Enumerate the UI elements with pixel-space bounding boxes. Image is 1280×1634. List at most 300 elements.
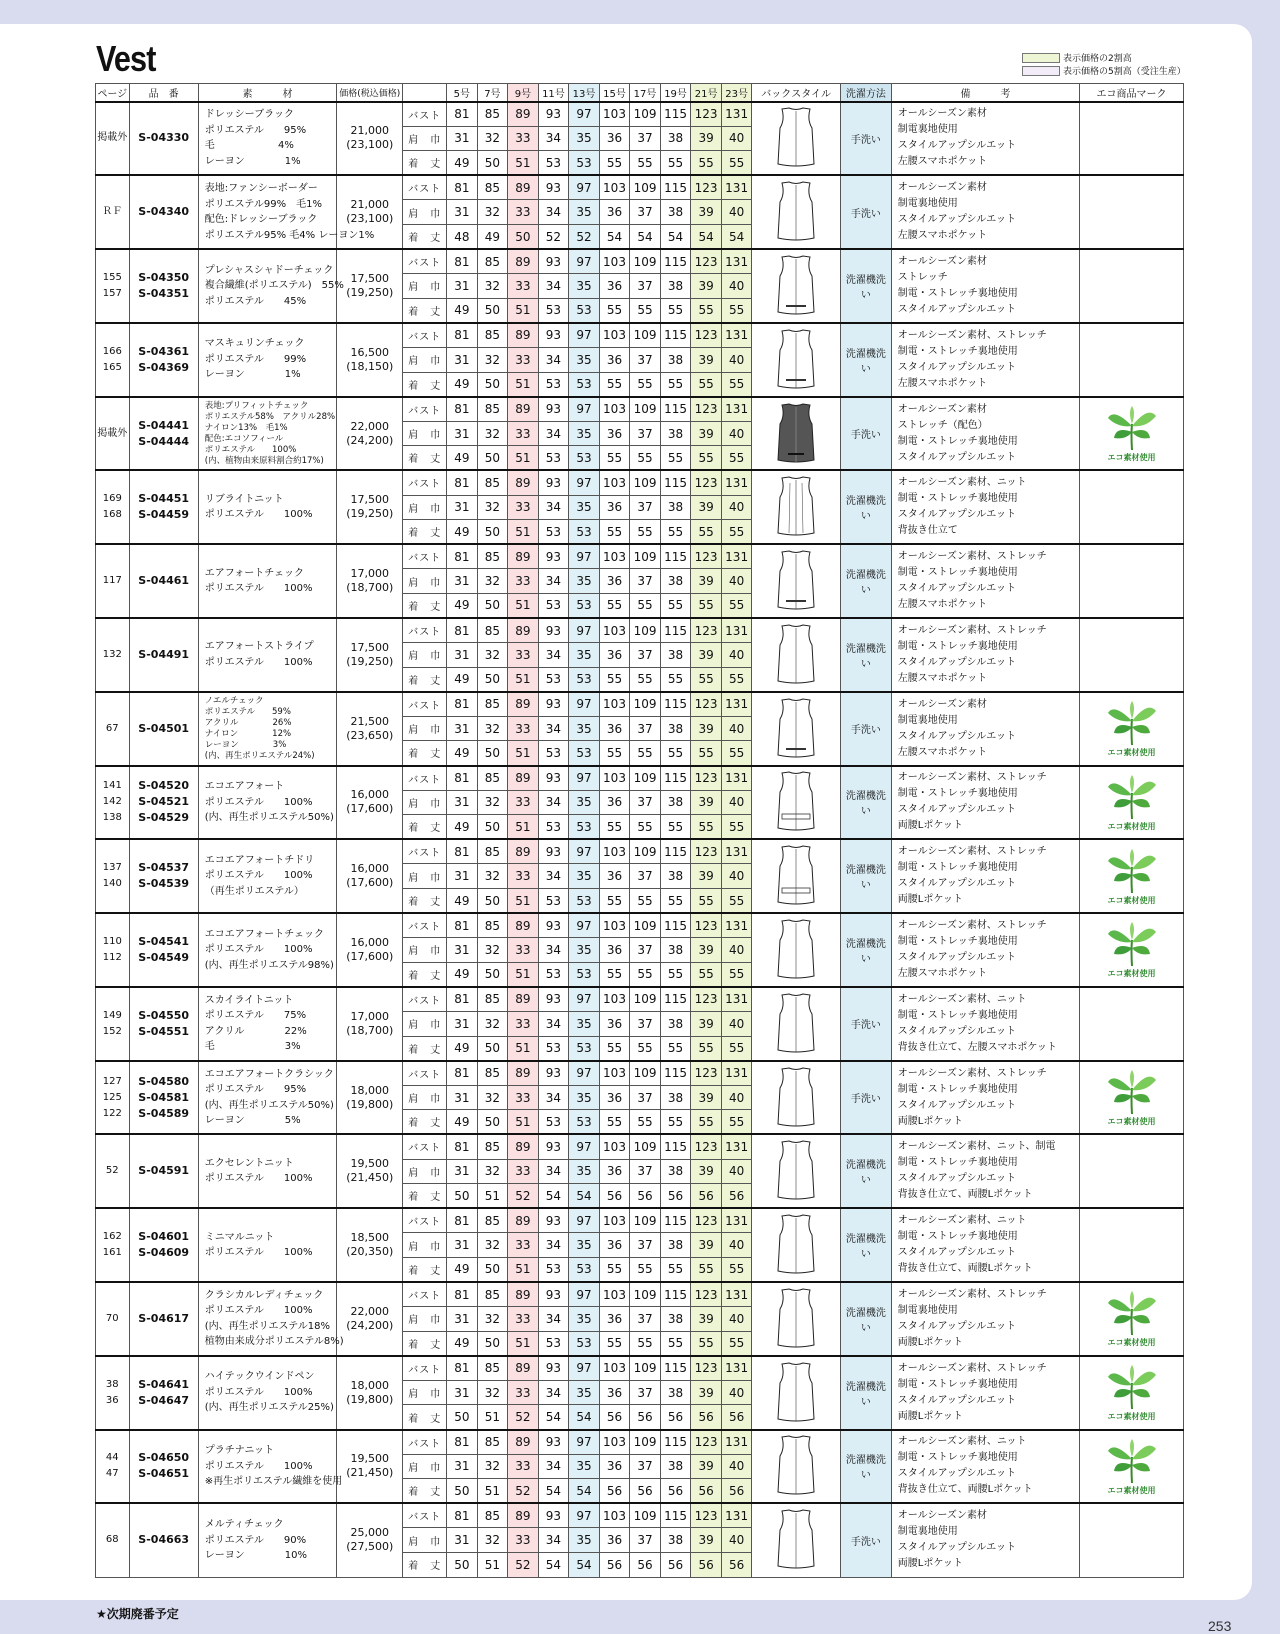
eco-leaf-icon	[1104, 773, 1160, 823]
size-value: 37	[630, 1307, 661, 1332]
size-value: 55	[630, 889, 661, 914]
size-value: 51	[508, 962, 539, 987]
material-line: ミニマルニット	[204, 1231, 275, 1243]
size-value: 33	[508, 274, 539, 299]
material	[198, 102, 336, 176]
measure-label: 着 丈	[403, 1184, 447, 1209]
eco-mark	[1080, 618, 1184, 692]
product-code	[129, 618, 198, 692]
size-value: 36	[599, 200, 630, 225]
size-value: 40	[721, 495, 752, 520]
material	[198, 1061, 336, 1135]
product-code-item: S-04501	[138, 721, 190, 735]
size-value: 97	[569, 1282, 600, 1307]
size-value: 31	[447, 495, 478, 520]
size-value: 56	[721, 1479, 752, 1504]
size-value: 123	[691, 987, 722, 1012]
note-line: 制電・ストレッチ裏地使用	[897, 1378, 1018, 1390]
size-value: 115	[660, 470, 691, 495]
size-value: 81	[447, 175, 478, 200]
size-value: 115	[660, 249, 691, 274]
size-value: 37	[630, 1159, 661, 1184]
notes	[891, 175, 1079, 249]
material-line: 毛 3%	[204, 1041, 301, 1053]
material	[198, 618, 336, 692]
size-value: 49	[447, 1110, 478, 1135]
size-value: 39	[691, 938, 722, 963]
size-value: 55	[599, 298, 630, 323]
size-value: 93	[538, 839, 569, 864]
back-style-illustration	[752, 766, 841, 840]
note-line: 背抜き仕立て	[897, 525, 958, 537]
eco-mark	[1080, 1282, 1184, 1356]
price-value: 22,000	[350, 1304, 389, 1318]
material	[198, 766, 336, 840]
vest-back-icon	[772, 770, 820, 834]
page-title: Vest	[96, 38, 156, 79]
size-value: 53	[538, 667, 569, 692]
size-value: 31	[447, 200, 478, 225]
size-value: 38	[660, 1307, 691, 1332]
measure-label: バスト	[403, 470, 447, 495]
size-value: 54	[721, 224, 752, 249]
eco-badge	[1080, 920, 1183, 979]
back-style-illustration	[752, 397, 841, 471]
size-value: 53	[569, 446, 600, 471]
size-value: 123	[691, 175, 722, 200]
table-row	[96, 175, 1184, 200]
size-value: 85	[477, 766, 508, 791]
size-value: 131	[721, 618, 752, 643]
size-value: 33	[508, 643, 539, 668]
eco-leaf-icon	[1104, 920, 1160, 970]
price	[337, 470, 403, 544]
size-value: 31	[447, 938, 478, 963]
size-value: 54	[538, 1479, 569, 1504]
size-value: 39	[691, 274, 722, 299]
size-value: 40	[721, 864, 752, 889]
product-code	[129, 1503, 198, 1577]
price-value: 17,500	[350, 640, 389, 654]
price	[337, 1282, 403, 1356]
notes	[891, 1061, 1079, 1135]
eco-mark	[1080, 175, 1184, 249]
vest-back-icon	[772, 549, 820, 613]
size-value: 97	[569, 102, 600, 127]
vest-back-icon	[772, 623, 820, 687]
size-value: 97	[569, 987, 600, 1012]
product-code-item: S-04663	[138, 1533, 190, 1547]
material	[198, 913, 336, 987]
size-value: 85	[477, 839, 508, 864]
price-value: 21,000	[350, 198, 389, 212]
size-value: 109	[630, 323, 661, 348]
size-value: 53	[538, 593, 569, 618]
material	[198, 1356, 336, 1430]
price-tax: (18,150)	[346, 359, 394, 373]
material-line: 複合繊維(ポリエステル) 55%	[204, 280, 344, 292]
material-line: エアフォートストライプ	[204, 641, 314, 653]
note-line: スタイルアップシルエット	[897, 1468, 1017, 1480]
page-ref	[96, 987, 130, 1061]
size-value: 32	[477, 790, 508, 815]
product-code	[129, 1282, 198, 1356]
eco-leaf-icon	[1104, 1363, 1160, 1413]
size-value: 81	[447, 102, 478, 127]
eco-mark	[1080, 323, 1184, 397]
size-value: 38	[660, 1380, 691, 1405]
back-style-illustration	[752, 1134, 841, 1208]
material-line: (内、植物由来原料割合約17%)	[204, 455, 324, 466]
size-value: 34	[538, 200, 569, 225]
price	[337, 249, 403, 323]
product-code	[129, 249, 198, 323]
back-style-illustration	[752, 102, 841, 176]
size-value: 39	[691, 643, 722, 668]
size-value: 37	[630, 274, 661, 299]
note-line: オールシーズン素材、ストレッチ	[897, 1288, 1047, 1300]
measure-label: 着 丈	[403, 520, 447, 545]
size-value: 54	[569, 1405, 600, 1430]
size-value: 56	[691, 1184, 722, 1209]
wash-method: 手洗い	[840, 692, 891, 766]
size-value: 85	[477, 470, 508, 495]
size-value: 49	[447, 1331, 478, 1356]
size-value: 31	[447, 1307, 478, 1332]
size-value: 93	[538, 544, 569, 569]
size-value: 35	[569, 864, 600, 889]
wash-method: 洗濯機洗い	[840, 1430, 891, 1504]
material-line: ノエルチェック	[204, 695, 264, 706]
table-row	[96, 692, 1184, 717]
size-value: 55	[691, 446, 722, 471]
note-line: オールシーズン素材、ストレッチ	[897, 329, 1047, 341]
material-line: レーヨン 5%	[204, 1115, 301, 1127]
price-tax: (18,700)	[346, 1023, 394, 1037]
size-value: 51	[508, 1257, 539, 1282]
measure-label: 肩 巾	[403, 1307, 447, 1332]
size-value: 55	[721, 520, 752, 545]
material-line: ポリエステル 100%	[204, 1305, 313, 1317]
size-value: 89	[508, 766, 539, 791]
header-back-style: バックスタイル	[752, 84, 841, 102]
eco-mark	[1080, 1208, 1184, 1282]
size-value: 81	[447, 1356, 478, 1381]
size-value: 37	[630, 200, 661, 225]
size-value: 36	[599, 495, 630, 520]
back-style-illustration	[752, 692, 841, 766]
notes	[891, 987, 1079, 1061]
size-value: 131	[721, 397, 752, 422]
size-value: 81	[447, 913, 478, 938]
size-value: 97	[569, 766, 600, 791]
size-value: 32	[477, 1159, 508, 1184]
material	[198, 1430, 343, 1504]
size-value: 38	[660, 716, 691, 741]
material	[198, 544, 336, 618]
note-line: 背抜き仕立て、両腰Lポケット	[897, 1189, 1033, 1201]
size-value: 109	[630, 544, 661, 569]
size-value: 131	[721, 470, 752, 495]
legend-swatch-lavender	[1022, 66, 1060, 76]
note-line: オールシーズン素材	[897, 182, 987, 194]
size-value: 115	[660, 175, 691, 200]
size-value: 36	[599, 274, 630, 299]
size-value: 54	[630, 224, 661, 249]
size-value: 49	[447, 1036, 478, 1061]
size-value: 50	[477, 962, 508, 987]
note-line: 制電裏地使用	[897, 124, 958, 136]
size-value: 89	[508, 1208, 539, 1233]
material-line: ポリエステル 95%	[204, 1084, 307, 1096]
product-code-item: S-04340	[138, 205, 190, 219]
size-value: 56	[721, 1184, 752, 1209]
size-value: 93	[538, 323, 569, 348]
size-value: 53	[569, 298, 600, 323]
size-value: 55	[691, 151, 722, 176]
size-value: 34	[538, 274, 569, 299]
page-ref-item: 162	[102, 1231, 122, 1243]
size-value: 54	[569, 1184, 600, 1209]
size-value: 115	[660, 766, 691, 791]
size-value: 40	[721, 126, 752, 151]
price	[337, 1134, 403, 1208]
size-value: 53	[569, 962, 600, 987]
product-code	[129, 544, 198, 618]
size-value: 109	[630, 1430, 661, 1455]
size-value: 53	[569, 151, 600, 176]
eco-badge	[1080, 1363, 1183, 1422]
measure-label: 肩 巾	[403, 643, 447, 668]
material-line: (内、再生ポリエステル24%)	[204, 750, 315, 761]
material-line: レーヨン 10%	[204, 1550, 308, 1562]
page-ref	[96, 913, 130, 987]
table-row	[96, 102, 1184, 127]
size-value: 55	[721, 962, 752, 987]
size-value: 34	[538, 1528, 569, 1553]
size-value: 103	[599, 766, 630, 791]
back-style-illustration	[752, 323, 841, 397]
product-code	[129, 175, 198, 249]
size-value: 33	[508, 126, 539, 151]
header-size: 9号	[508, 84, 539, 102]
size-value: 89	[508, 692, 539, 717]
size-value: 109	[630, 1503, 661, 1528]
size-value: 81	[447, 470, 478, 495]
size-value: 89	[508, 1503, 539, 1528]
note-line: オールシーズン素材、ニット	[897, 1436, 1027, 1448]
material-line: ポリエステル 100%	[204, 1460, 313, 1472]
product-code-item: S-04521	[138, 795, 190, 809]
size-value: 33	[508, 716, 539, 741]
note-line: スタイルアップシルエット	[897, 509, 1017, 521]
back-style-illustration	[752, 913, 841, 987]
table-row	[96, 1503, 1184, 1528]
size-value: 32	[477, 200, 508, 225]
size-value: 55	[660, 520, 691, 545]
size-value: 115	[660, 692, 691, 717]
measure-label: バスト	[403, 1208, 447, 1233]
size-value: 81	[447, 1208, 478, 1233]
measure-label: 肩 巾	[403, 790, 447, 815]
size-value: 55	[599, 667, 630, 692]
eco-mark	[1080, 1503, 1184, 1577]
eco-mark	[1080, 544, 1184, 618]
note-line: 両腰Lポケット	[897, 1336, 963, 1348]
measure-label: 肩 巾	[403, 864, 447, 889]
size-value: 40	[721, 200, 752, 225]
page-ref-item: 110	[102, 935, 122, 947]
size-value: 36	[599, 569, 630, 594]
back-style-illustration	[752, 1282, 841, 1356]
size-value: 109	[630, 1282, 661, 1307]
price-tax: (17,600)	[346, 949, 394, 963]
page-ref-item: 140	[102, 878, 122, 890]
size-value: 40	[721, 1454, 752, 1479]
size-value: 131	[721, 692, 752, 717]
measure-label: 着 丈	[403, 1110, 447, 1135]
size-value: 37	[630, 126, 661, 151]
size-value: 109	[630, 1356, 661, 1381]
size-value: 53	[569, 741, 600, 766]
price-tax: (24,200)	[346, 433, 394, 447]
size-value: 54	[569, 1479, 600, 1504]
vest-back-icon	[772, 106, 820, 170]
size-value: 81	[447, 839, 478, 864]
material-line: ドレッシーブラック	[204, 109, 294, 121]
product-code-item: S-04350	[138, 270, 190, 284]
size-value: 32	[477, 1085, 508, 1110]
size-value: 55	[599, 520, 630, 545]
size-value: 89	[508, 1282, 539, 1307]
product-code-item: S-04491	[138, 647, 190, 661]
vest-back-icon	[772, 1434, 820, 1498]
size-value: 93	[538, 1503, 569, 1528]
note-line: スタイルアップシルエット	[897, 1025, 1017, 1037]
size-value: 55	[660, 372, 691, 397]
size-value: 55	[721, 667, 752, 692]
wash-method: 手洗い	[840, 175, 891, 249]
size-value: 51	[508, 1036, 539, 1061]
size-value: 38	[660, 126, 691, 151]
size-value: 53	[538, 1036, 569, 1061]
size-value: 55	[691, 667, 722, 692]
size-value: 51	[508, 593, 539, 618]
size-value: 49	[447, 298, 478, 323]
page-ref-item: 125	[102, 1091, 122, 1103]
size-value: 31	[447, 864, 478, 889]
size-value: 50	[477, 593, 508, 618]
size-value: 51	[508, 298, 539, 323]
price-tax: (21,450)	[346, 1171, 394, 1185]
eco-label: エコ素材使用	[1107, 453, 1156, 463]
size-value: 103	[599, 1503, 630, 1528]
price	[337, 987, 403, 1061]
size-value: 32	[477, 1454, 508, 1479]
size-value: 51	[477, 1405, 508, 1430]
size-value: 38	[660, 347, 691, 372]
size-value: 51	[508, 372, 539, 397]
note-line: 制電・ストレッチ裏地使用	[897, 935, 1018, 947]
note-line: オールシーズン素材、ストレッチ	[897, 551, 1047, 563]
size-value: 55	[691, 1036, 722, 1061]
page-ref-item: 掲載外	[97, 132, 128, 144]
size-value: 32	[477, 1380, 508, 1405]
page-ref-item: 169	[102, 493, 122, 505]
measure-label: バスト	[403, 1430, 447, 1455]
size-value: 55	[691, 962, 722, 987]
wash-method: 洗濯機洗い	[840, 544, 891, 618]
measure-label: バスト	[403, 1061, 447, 1086]
price-tax: (19,800)	[346, 1097, 394, 1111]
vest-back-icon	[772, 1213, 820, 1277]
eco-label: エコ素材使用	[1107, 969, 1156, 979]
note-line: スタイルアップシルエット	[897, 214, 1017, 226]
measure-label: 肩 巾	[403, 1380, 447, 1405]
vest-back-icon	[772, 1287, 820, 1351]
vest-back-icon	[772, 1361, 820, 1425]
material-line: 表地:プリフィットチェック	[204, 400, 309, 411]
note-line: スタイルアップシルエット	[897, 804, 1017, 816]
size-value: 123	[691, 102, 722, 127]
size-value: 81	[447, 1061, 478, 1086]
legend-swatch-green	[1022, 53, 1060, 63]
product-code-item: S-04580	[138, 1074, 190, 1088]
size-value: 85	[477, 1282, 508, 1307]
measure-label: 着 丈	[403, 593, 447, 618]
size-value: 53	[538, 889, 569, 914]
notes	[891, 397, 1079, 471]
note-line: 制電裏地使用	[897, 198, 958, 210]
material-line: ポリエステル 100%	[204, 1173, 313, 1185]
size-value: 81	[447, 323, 478, 348]
size-value: 55	[599, 962, 630, 987]
eco-leaf-icon	[1104, 1289, 1160, 1339]
page-ref	[96, 1503, 130, 1577]
eco-label: エコ素材使用	[1107, 1117, 1156, 1127]
price-value: 18,000	[350, 1083, 389, 1097]
size-value: 109	[630, 249, 661, 274]
size-value: 37	[630, 864, 661, 889]
size-value: 35	[569, 1307, 600, 1332]
size-value: 103	[599, 839, 630, 864]
size-value: 51	[508, 520, 539, 545]
note-line: スタイルアップシルエット	[897, 1173, 1017, 1185]
page-ref-item: 149	[102, 1009, 122, 1021]
size-value: 93	[538, 766, 569, 791]
size-value: 89	[508, 249, 539, 274]
note-line: 制電・ストレッチ裏地使用	[897, 1231, 1018, 1243]
notes	[891, 1430, 1079, 1504]
size-value: 131	[721, 1134, 752, 1159]
size-value: 31	[447, 347, 478, 372]
product-code-item: S-04451	[138, 492, 190, 506]
material-line: エアフォートチェック	[204, 567, 304, 579]
size-value: 50	[447, 1405, 478, 1430]
note-line: 制電・ストレッチ裏地使用	[897, 1009, 1018, 1021]
size-value: 39	[691, 1233, 722, 1258]
size-value: 53	[538, 151, 569, 176]
page-ref	[96, 1430, 130, 1504]
material	[198, 1503, 336, 1577]
measure-label: 肩 巾	[403, 716, 447, 741]
size-value: 50	[447, 1553, 478, 1578]
header-page: ページ	[96, 84, 130, 102]
size-value: 109	[630, 102, 661, 127]
legend-item-20pct	[1022, 51, 1186, 64]
size-value: 56	[630, 1184, 661, 1209]
size-value: 103	[599, 175, 630, 200]
